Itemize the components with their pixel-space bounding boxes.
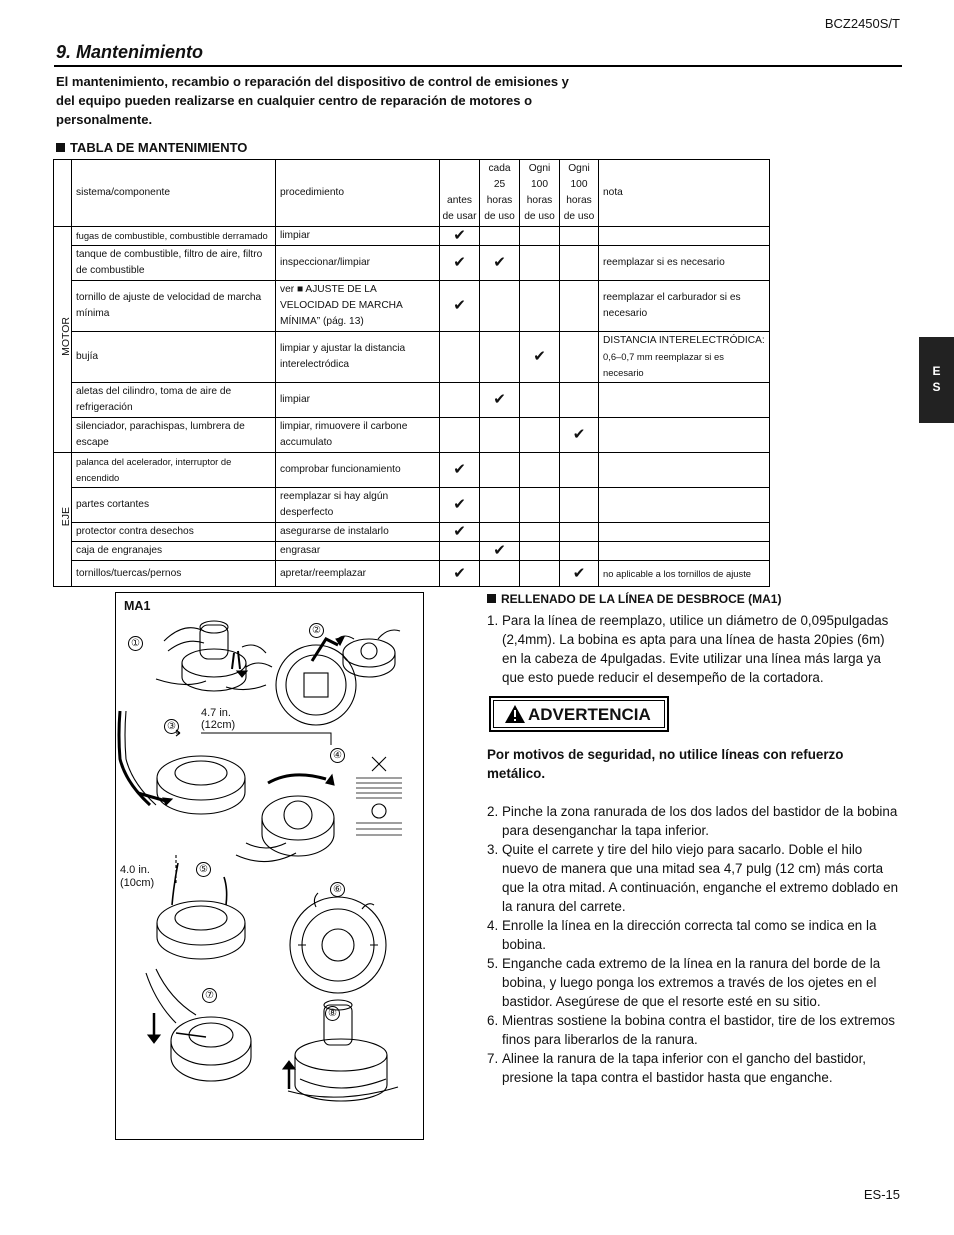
figure-ma1 [115,592,424,1140]
cell-interval-check: ✔ [440,561,480,587]
section-title: 9. Mantenimiento [56,42,204,62]
step7-illustration [146,969,251,1081]
step-7-marker: ⑦ [202,988,217,1003]
cell-interval-check [480,453,520,488]
refill-step: 7. Alinee la ranura de la tapa inferior con el gancho del bastidor, presione la tapa contra el bastidor hasta que enganche. [487,1051,867,1085]
cell-procedure: limpiar [276,227,440,246]
maintenance-table [53,159,770,587]
cell-interval-check [480,332,520,383]
cell-component: silenciador, parachispas, lumbrera de escape [72,418,276,453]
step-2-marker: ② [309,623,324,638]
table-row [54,453,770,488]
refill-step: 2. Pinche la zona ranurada de los dos lados del bastidor de la bobina para desenganchar la tapa inferior. [487,804,898,838]
refill-step: 6. Mientras sostiene la bobina contra el bastidor, tire de los extremos finos para liberarlos de la ranura. [487,1013,895,1047]
cell-note: reemplazar si es necesario [599,246,770,281]
cell-procedure: asegurarse de instalarlo [276,523,440,542]
cell-interval-check [520,246,560,281]
cell-component: fugas de combustible, combustible derramado [72,227,276,246]
cell-note: DISTANCIA INTERELECTRÓDICA: 0,6–0,7 mm reemplazar si es necesario [599,332,770,383]
step-1-marker: ① [128,636,143,651]
refill-instructions [487,590,901,1087]
refill-step-1: 1. Para la línea de reemplazo, utilice un diámetro de 0,095pulgadas (2,4mm). La bobina es apta para una línea de hasta 20pies (6m) en la cabeza de 4pulgadas. Evite utilizar una línea más larga ya que esto puede reducir el desempeño de la cortadora. [487,613,889,685]
cell-interval-check [560,332,599,383]
cell-procedure: comprobar funcionamiento [276,453,440,488]
cell-note [599,383,770,418]
cell-procedure: limpiar [276,383,440,418]
table-row [54,418,770,453]
intro-paragraph: El mantenimiento, recambio o reparación del dispositivo de control de emisiones y del equipo pueden realizarse en cualquier centro de reparación de motores o personalmente. [56,74,569,127]
cell-interval-check [480,561,520,587]
cell-note [599,542,770,561]
col-100h-b: Ogni 100 horas de uso [560,160,599,227]
cell-interval-check: ✔ [440,453,480,488]
cell-interval-check [520,418,560,453]
dimension-label-2-metric: (10cm) [120,877,155,889]
table-header-blank [54,160,72,227]
cell-procedure: inspeccionar/limpiar [276,246,440,281]
refill-step: 4. Enrolle la línea en la dirección correcta tal como se indica en la bobina. [487,918,877,952]
dimension-label-1: 4.7 in. [201,707,231,719]
cell-interval-check [440,418,480,453]
cell-interval-check: ✔ [440,227,480,246]
square-bullet-icon [487,594,496,603]
step8-illustration [283,1000,398,1101]
table-row [54,561,770,587]
col-procedure: procedimiento [276,160,440,227]
step2-illustration [276,630,400,725]
step-3-marker: ③ [164,719,179,734]
cell-interval-check [440,332,480,383]
cell-component: aletas del cilindro, toma de aire de refrigeración [72,383,276,418]
square-bullet-icon [56,143,65,152]
dimension-label-1-metric: (12cm) [201,719,236,731]
cell-note: reemplazar el carburador si es necesario [599,281,770,332]
cell-interval-check [560,227,599,246]
cell-interval-check [480,488,520,523]
col-100h-a: Ogni 100 horas de uso [520,160,560,227]
cell-interval-check: ✔ [480,542,520,561]
table-row [54,227,770,246]
table-row [54,246,770,281]
cell-interval-check [520,227,560,246]
cell-interval-check [520,281,560,332]
warning-triangle-icon [504,704,526,724]
refill-heading: RELLENADO DE LA LÍNEA DE DESBROCE (MA1) [487,590,901,609]
cell-note [599,523,770,542]
cell-interval-check: ✔ [480,246,520,281]
cell-interval-check [480,523,520,542]
cell-interval-check: ✔ [440,488,480,523]
table-heading: TABLA DE MANTENIMIENTO [56,140,247,155]
group-shaft: EJE [54,453,72,587]
language-tab: E S [919,337,954,423]
cell-interval-check [560,488,599,523]
cell-procedure: ver ■ AJUSTE DE LA VELOCIDAD DE MARCHA MÍNIMA” (pág. 13) [276,281,440,332]
warning-label: ADVERTENCIA [528,704,651,724]
step-4-marker: ④ [330,748,345,763]
refill-step: 5. Enganche cada extremo de la línea en la ranura del borde de la bobina, y luego ponga los extremos a través de los ojetes en el bastidor. Asegúrese de que el resorte esté en su sitio. [487,956,881,1009]
step-5-marker: ⑤ [196,862,211,877]
cell-interval-check [560,523,599,542]
cell-component: tanque de combustible, filtro de aire, filtro de combustible [72,246,276,281]
refill-step: 3. Quite el carrete y tire del hilo viejo para sacarlo. Doble el hilo nuevo de manera que una mitad sea 4,7 pulg (12 cm) más corta que la otra mitad. A continuación, enganche el extremo doblado en la ranura del carrete. [487,842,899,914]
cell-component: protector contra desechos [72,523,276,542]
cell-component: palanca del acelerador, interruptor de encendido [72,453,276,488]
cell-component: caja de engranajes [72,542,276,561]
cell-component: tornillo de ajuste de velocidad de marcha mínima [72,281,276,332]
model-number: BCZ2450S/T [824,16,900,31]
cell-interval-check: ✔ [440,523,480,542]
step4-illustration [236,757,402,862]
cell-note [599,227,770,246]
cell-interval-check [480,418,520,453]
col-25h: cada 25 horas de uso [480,160,520,227]
cell-interval-check [520,523,560,542]
cell-interval-check [520,542,560,561]
cell-interval-check [560,281,599,332]
cell-note [599,453,770,488]
group-motor: MOTOR [54,227,72,453]
step6-illustration [290,893,386,993]
cell-interval-check: ✔ [440,281,480,332]
cell-interval-check: ✔ [440,246,480,281]
table-row [54,488,770,523]
cell-procedure: limpiar y ajustar la distancia interelectródica [276,332,440,383]
cell-note: no aplicable a los tornillos de ajuste [599,561,770,587]
col-note: nota [599,160,770,227]
cell-interval-check [440,383,480,418]
cell-interval-check [480,281,520,332]
warning-text: Por motivos de seguridad, no utilice líneas con refuerzo metálico. [487,747,844,781]
cell-component: bujía [72,332,276,383]
table-row [54,332,770,383]
col-system: sistema/componente [72,160,276,227]
cell-component: partes cortantes [72,488,276,523]
table-row [54,281,770,332]
cell-component: tornillos/tuercas/pernos [72,561,276,587]
step-8-marker: ⑧ [325,1006,340,1021]
table-row [54,523,770,542]
dimension-label-2: 4.0 in. [120,864,150,876]
trimmer-head-illustrations [116,593,425,1141]
cell-interval-check: ✔ [520,332,560,383]
col-before-use: antes de usar [440,160,480,227]
cell-interval-check [520,453,560,488]
page-number: ES-15 [863,1187,900,1202]
cell-interval-check [560,383,599,418]
cell-interval-check [520,561,560,587]
cell-interval-check [560,246,599,281]
cell-interval-check [560,453,599,488]
cell-note [599,488,770,523]
cell-procedure: apretar/reemplazar [276,561,440,587]
cell-interval-check: ✔ [480,383,520,418]
cell-procedure: reemplazar si hay algún desperfecto [276,488,440,523]
warning-box [489,696,669,732]
table-row [54,383,770,418]
cell-interval-check [520,488,560,523]
figure-label: MA1 [124,599,151,613]
cell-interval-check [440,542,480,561]
cell-procedure: limpiar, rimuovere il carbone accumulato [276,418,440,453]
cell-procedure: engrasar [276,542,440,561]
cell-interval-check: ✔ [560,418,599,453]
cell-interval-check [520,383,560,418]
step-6-marker: ⑥ [330,882,345,897]
cell-interval-check [560,542,599,561]
step1-illustration [156,621,272,691]
cell-interval-check: ✔ [560,561,599,587]
title-rule [54,65,902,67]
cell-interval-check [480,227,520,246]
cell-note [599,418,770,453]
table-row [54,542,770,561]
